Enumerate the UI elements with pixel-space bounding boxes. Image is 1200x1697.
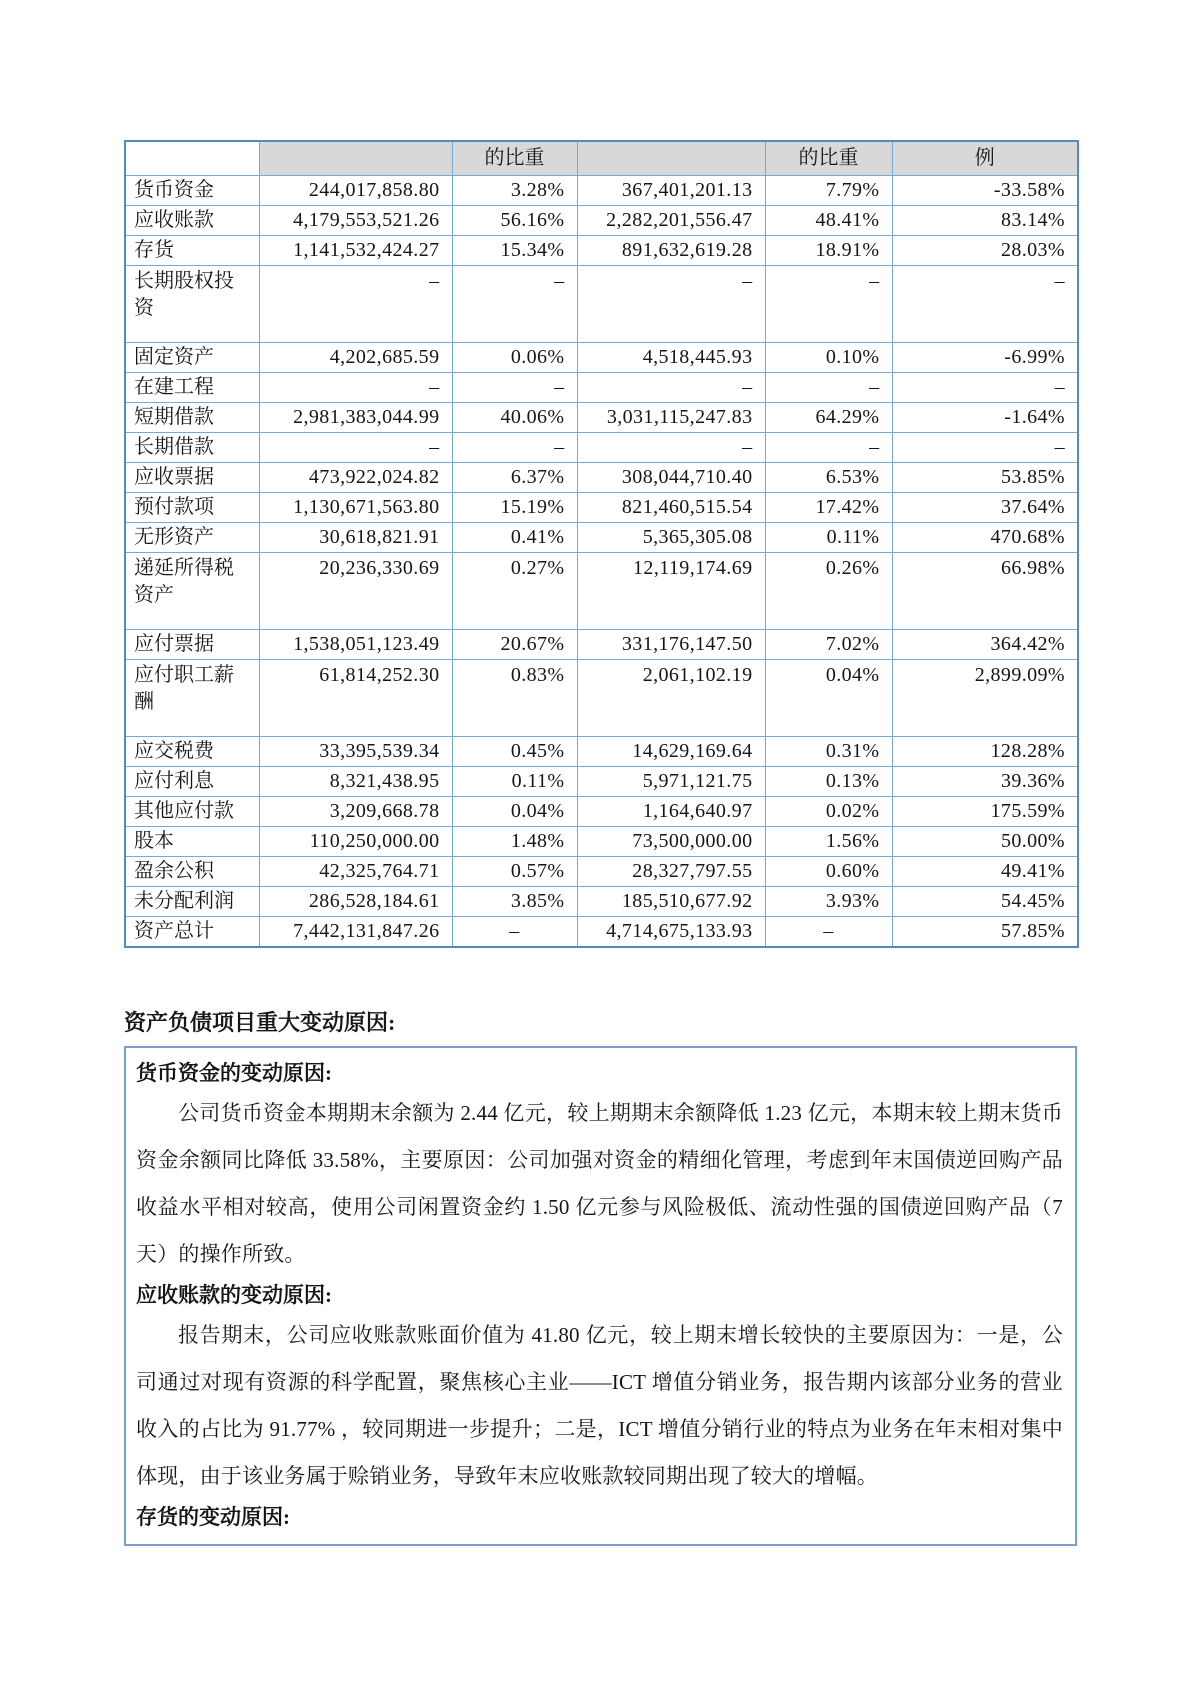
row-label: 其他应付款 <box>125 796 259 826</box>
pct-prior: 6.53% <box>765 462 892 492</box>
amount-current: 7,442,131,847.26 <box>259 916 452 947</box>
pct-prior: 48.41% <box>765 205 892 235</box>
amount-prior: – <box>577 265 765 342</box>
pct-current: 40.06% <box>452 402 577 432</box>
pct-current: – <box>452 432 577 462</box>
change-ratio: 175.59% <box>892 796 1078 826</box>
note-heading: 应收账款的变动原因: <box>136 1282 332 1307</box>
table-row <box>125 175 1078 205</box>
pct-prior: 0.11% <box>765 522 892 552</box>
pct-prior: 1.56% <box>765 826 892 856</box>
amount-current: 473,922,024.82 <box>259 462 452 492</box>
pct-prior: 0.02% <box>765 796 892 826</box>
amount-prior: 1,164,640.97 <box>577 796 765 826</box>
pct-prior: 0.31% <box>765 736 892 766</box>
amount-current: 110,250,000.00 <box>259 826 452 856</box>
pct-prior: 0.04% <box>765 659 892 736</box>
row-label: 应付票据 <box>125 629 259 659</box>
amount-current: 30,618,821.91 <box>259 522 452 552</box>
table-row <box>125 432 1078 462</box>
table-row <box>125 659 1078 736</box>
amount-current: 8,321,438.95 <box>259 766 452 796</box>
row-label: 短期借款 <box>125 402 259 432</box>
pct-current: 3.28% <box>452 175 577 205</box>
balance-sheet-body <box>125 175 1078 947</box>
change-ratio: 37.64% <box>892 492 1078 522</box>
amount-current: – <box>259 265 452 342</box>
header-change-ratio: 例 <box>892 141 1078 175</box>
amount-prior: 308,044,710.40 <box>577 462 765 492</box>
amount-current: 286,528,184.61 <box>259 886 452 916</box>
pct-prior: 0.60% <box>765 856 892 886</box>
note-heading: 货币资金的变动原因: <box>136 1060 332 1085</box>
table-row <box>125 372 1078 402</box>
pct-current: 0.06% <box>452 342 577 372</box>
table-row <box>125 492 1078 522</box>
change-ratio: 128.28% <box>892 736 1078 766</box>
change-ratio: 57.85% <box>892 916 1078 947</box>
header-pct-current: 的比重 <box>452 141 577 175</box>
pct-prior: 7.79% <box>765 175 892 205</box>
table-row <box>125 856 1078 886</box>
pct-prior: 7.02% <box>765 629 892 659</box>
amount-prior: 4,714,675,133.93 <box>577 916 765 947</box>
pct-current: 15.19% <box>452 492 577 522</box>
row-label: 长期借款 <box>125 432 259 462</box>
row-label: 应交税费 <box>125 736 259 766</box>
pct-current: 15.34% <box>452 235 577 265</box>
amount-current: 1,130,671,563.80 <box>259 492 452 522</box>
pct-prior: – <box>765 916 892 947</box>
pct-current: 1.48% <box>452 826 577 856</box>
header-amount-current <box>259 141 452 175</box>
pct-current: 0.11% <box>452 766 577 796</box>
amount-current: 1,538,051,123.49 <box>259 629 452 659</box>
amount-prior: 5,971,121.75 <box>577 766 765 796</box>
table-row <box>125 629 1078 659</box>
pct-prior: 0.13% <box>765 766 892 796</box>
amount-prior: – <box>577 432 765 462</box>
table-row <box>125 265 1078 342</box>
amount-prior: 891,632,619.28 <box>577 235 765 265</box>
change-ratio: 83.14% <box>892 205 1078 235</box>
table-header-row <box>125 141 1078 175</box>
table-row <box>125 826 1078 856</box>
table-row <box>125 235 1078 265</box>
table-row <box>125 522 1078 552</box>
pct-prior: 0.10% <box>765 342 892 372</box>
pct-current: 20.67% <box>452 629 577 659</box>
amount-prior: 331,176,147.50 <box>577 629 765 659</box>
header-item <box>125 141 259 175</box>
amount-current: – <box>259 372 452 402</box>
amount-prior: 5,365,305.08 <box>577 522 765 552</box>
row-label: 资产总计 <box>125 916 259 947</box>
pct-current: 0.57% <box>452 856 577 886</box>
row-label: 应收票据 <box>125 462 259 492</box>
amount-prior: 2,282,201,556.47 <box>577 205 765 235</box>
table-row <box>125 402 1078 432</box>
pct-current: 0.45% <box>452 736 577 766</box>
amount-prior: 73,500,000.00 <box>577 826 765 856</box>
table-row <box>125 916 1078 947</box>
balance-sheet-items-table <box>124 140 1079 948</box>
note-paragraph: 报告期末，公司应收账款账面价值为 41.80 亿元，较上期末增长较快的主要原因为：一是，公司通过对现有资源的科学配置，聚焦核心主业——ICT 增值分销业务，报告期内该部分业务的营业收入的占比为 91.77% ，较同期进一步提升；二是，ICT 增值分销行业的特点为业务在年末相对集中体现，由于该业务属于赊销业务，导致年末应收账款较同期出现了较大的增幅。 <box>136 1322 1063 1488</box>
row-label: 长期股权投资 <box>125 265 259 342</box>
amount-current: 4,202,685.59 <box>259 342 452 372</box>
change-ratio: 39.36% <box>892 766 1078 796</box>
note-paragraph: 公司货币资金本期期末余额为 2.44 亿元，较上期期末余额降低 1.23 亿元，本期末较上期末货币资金余额同比降低 33.58%，主要原因：公司加强对资金的精细化管理，考虑到年末国债逆回购产品收益水平相对较高，使用公司闲置资金约 1.50 亿元参与风险极低、流动性强的国债逆回购产品（7 天）的操作所致。 <box>136 1100 1063 1266</box>
row-label: 应收账款 <box>125 205 259 235</box>
pct-prior: 18.91% <box>765 235 892 265</box>
row-label: 存货 <box>125 235 259 265</box>
pct-prior: – <box>765 432 892 462</box>
header-pct-prior: 的比重 <box>765 141 892 175</box>
row-label: 股本 <box>125 826 259 856</box>
change-ratio: -33.58% <box>892 175 1078 205</box>
table-row <box>125 796 1078 826</box>
amount-current: – <box>259 432 452 462</box>
pct-prior: 3.93% <box>765 886 892 916</box>
pct-prior: – <box>765 372 892 402</box>
amount-prior: – <box>577 372 765 402</box>
change-ratio: 49.41% <box>892 856 1078 886</box>
amount-prior: 367,401,201.13 <box>577 175 765 205</box>
pct-current: – <box>452 265 577 342</box>
change-ratio: 364.42% <box>892 629 1078 659</box>
amount-current: 61,814,252.30 <box>259 659 452 736</box>
pct-current: – <box>452 372 577 402</box>
row-label: 货币资金 <box>125 175 259 205</box>
amount-current: 42,325,764.71 <box>259 856 452 886</box>
pct-prior: 64.29% <box>765 402 892 432</box>
row-label: 无形资产 <box>125 522 259 552</box>
change-ratio: 53.85% <box>892 462 1078 492</box>
amount-prior: 12,119,174.69 <box>577 552 765 629</box>
table-row <box>125 342 1078 372</box>
row-label: 未分配利润 <box>125 886 259 916</box>
table-row <box>125 205 1078 235</box>
change-ratio: 50.00% <box>892 826 1078 856</box>
note-heading: 存货的变动原因: <box>136 1504 290 1529</box>
change-ratio: -1.64% <box>892 402 1078 432</box>
amount-prior: 14,629,169.64 <box>577 736 765 766</box>
amount-current: 244,017,858.80 <box>259 175 452 205</box>
table-row <box>125 462 1078 492</box>
amount-current: 3,209,668.78 <box>259 796 452 826</box>
row-label: 在建工程 <box>125 372 259 402</box>
amount-prior: 185,510,677.92 <box>577 886 765 916</box>
table-row <box>125 736 1078 766</box>
change-ratio: -6.99% <box>892 342 1078 372</box>
row-label: 应付利息 <box>125 766 259 796</box>
amount-prior: 3,031,115,247.83 <box>577 402 765 432</box>
change-ratio: 470.68% <box>892 522 1078 552</box>
change-ratio: 66.98% <box>892 552 1078 629</box>
pct-current: – <box>452 916 577 947</box>
pct-current: 0.41% <box>452 522 577 552</box>
change-ratio: – <box>892 432 1078 462</box>
pct-current: 0.04% <box>452 796 577 826</box>
pct-prior: 17.42% <box>765 492 892 522</box>
amount-current: 2,981,383,044.99 <box>259 402 452 432</box>
amount-prior: 4,518,445.93 <box>577 342 765 372</box>
change-ratio: 28.03% <box>892 235 1078 265</box>
table-row <box>125 552 1078 629</box>
pct-prior: – <box>765 265 892 342</box>
pct-prior: 0.26% <box>765 552 892 629</box>
row-label: 应付职工薪酬 <box>125 659 259 736</box>
table-row <box>125 766 1078 796</box>
pct-current: 0.27% <box>452 552 577 629</box>
amount-current: 1,141,532,424.27 <box>259 235 452 265</box>
change-ratio: – <box>892 372 1078 402</box>
row-label: 盈余公积 <box>125 856 259 886</box>
amount-prior: 821,460,515.54 <box>577 492 765 522</box>
amount-current: 4,179,553,521.26 <box>259 205 452 235</box>
pct-current: 6.37% <box>452 462 577 492</box>
notes-section-title: 资产负债项目重大变动原因: <box>124 1009 396 1035</box>
change-ratio: 2,899.09% <box>892 659 1078 736</box>
row-label: 预付款项 <box>125 492 259 522</box>
row-label: 递延所得税资产 <box>125 552 259 629</box>
table-row <box>125 886 1078 916</box>
amount-prior: 28,327,797.55 <box>577 856 765 886</box>
row-label: 固定资产 <box>125 342 259 372</box>
pct-current: 56.16% <box>452 205 577 235</box>
header-amount-prior <box>577 141 765 175</box>
amount-current: 20,236,330.69 <box>259 552 452 629</box>
amount-current: 33,395,539.34 <box>259 736 452 766</box>
change-ratio: – <box>892 265 1078 342</box>
change-ratio: 54.45% <box>892 886 1078 916</box>
notes-box <box>124 1046 1077 1546</box>
pct-current: 0.83% <box>452 659 577 736</box>
amount-prior: 2,061,102.19 <box>577 659 765 736</box>
pct-current: 3.85% <box>452 886 577 916</box>
